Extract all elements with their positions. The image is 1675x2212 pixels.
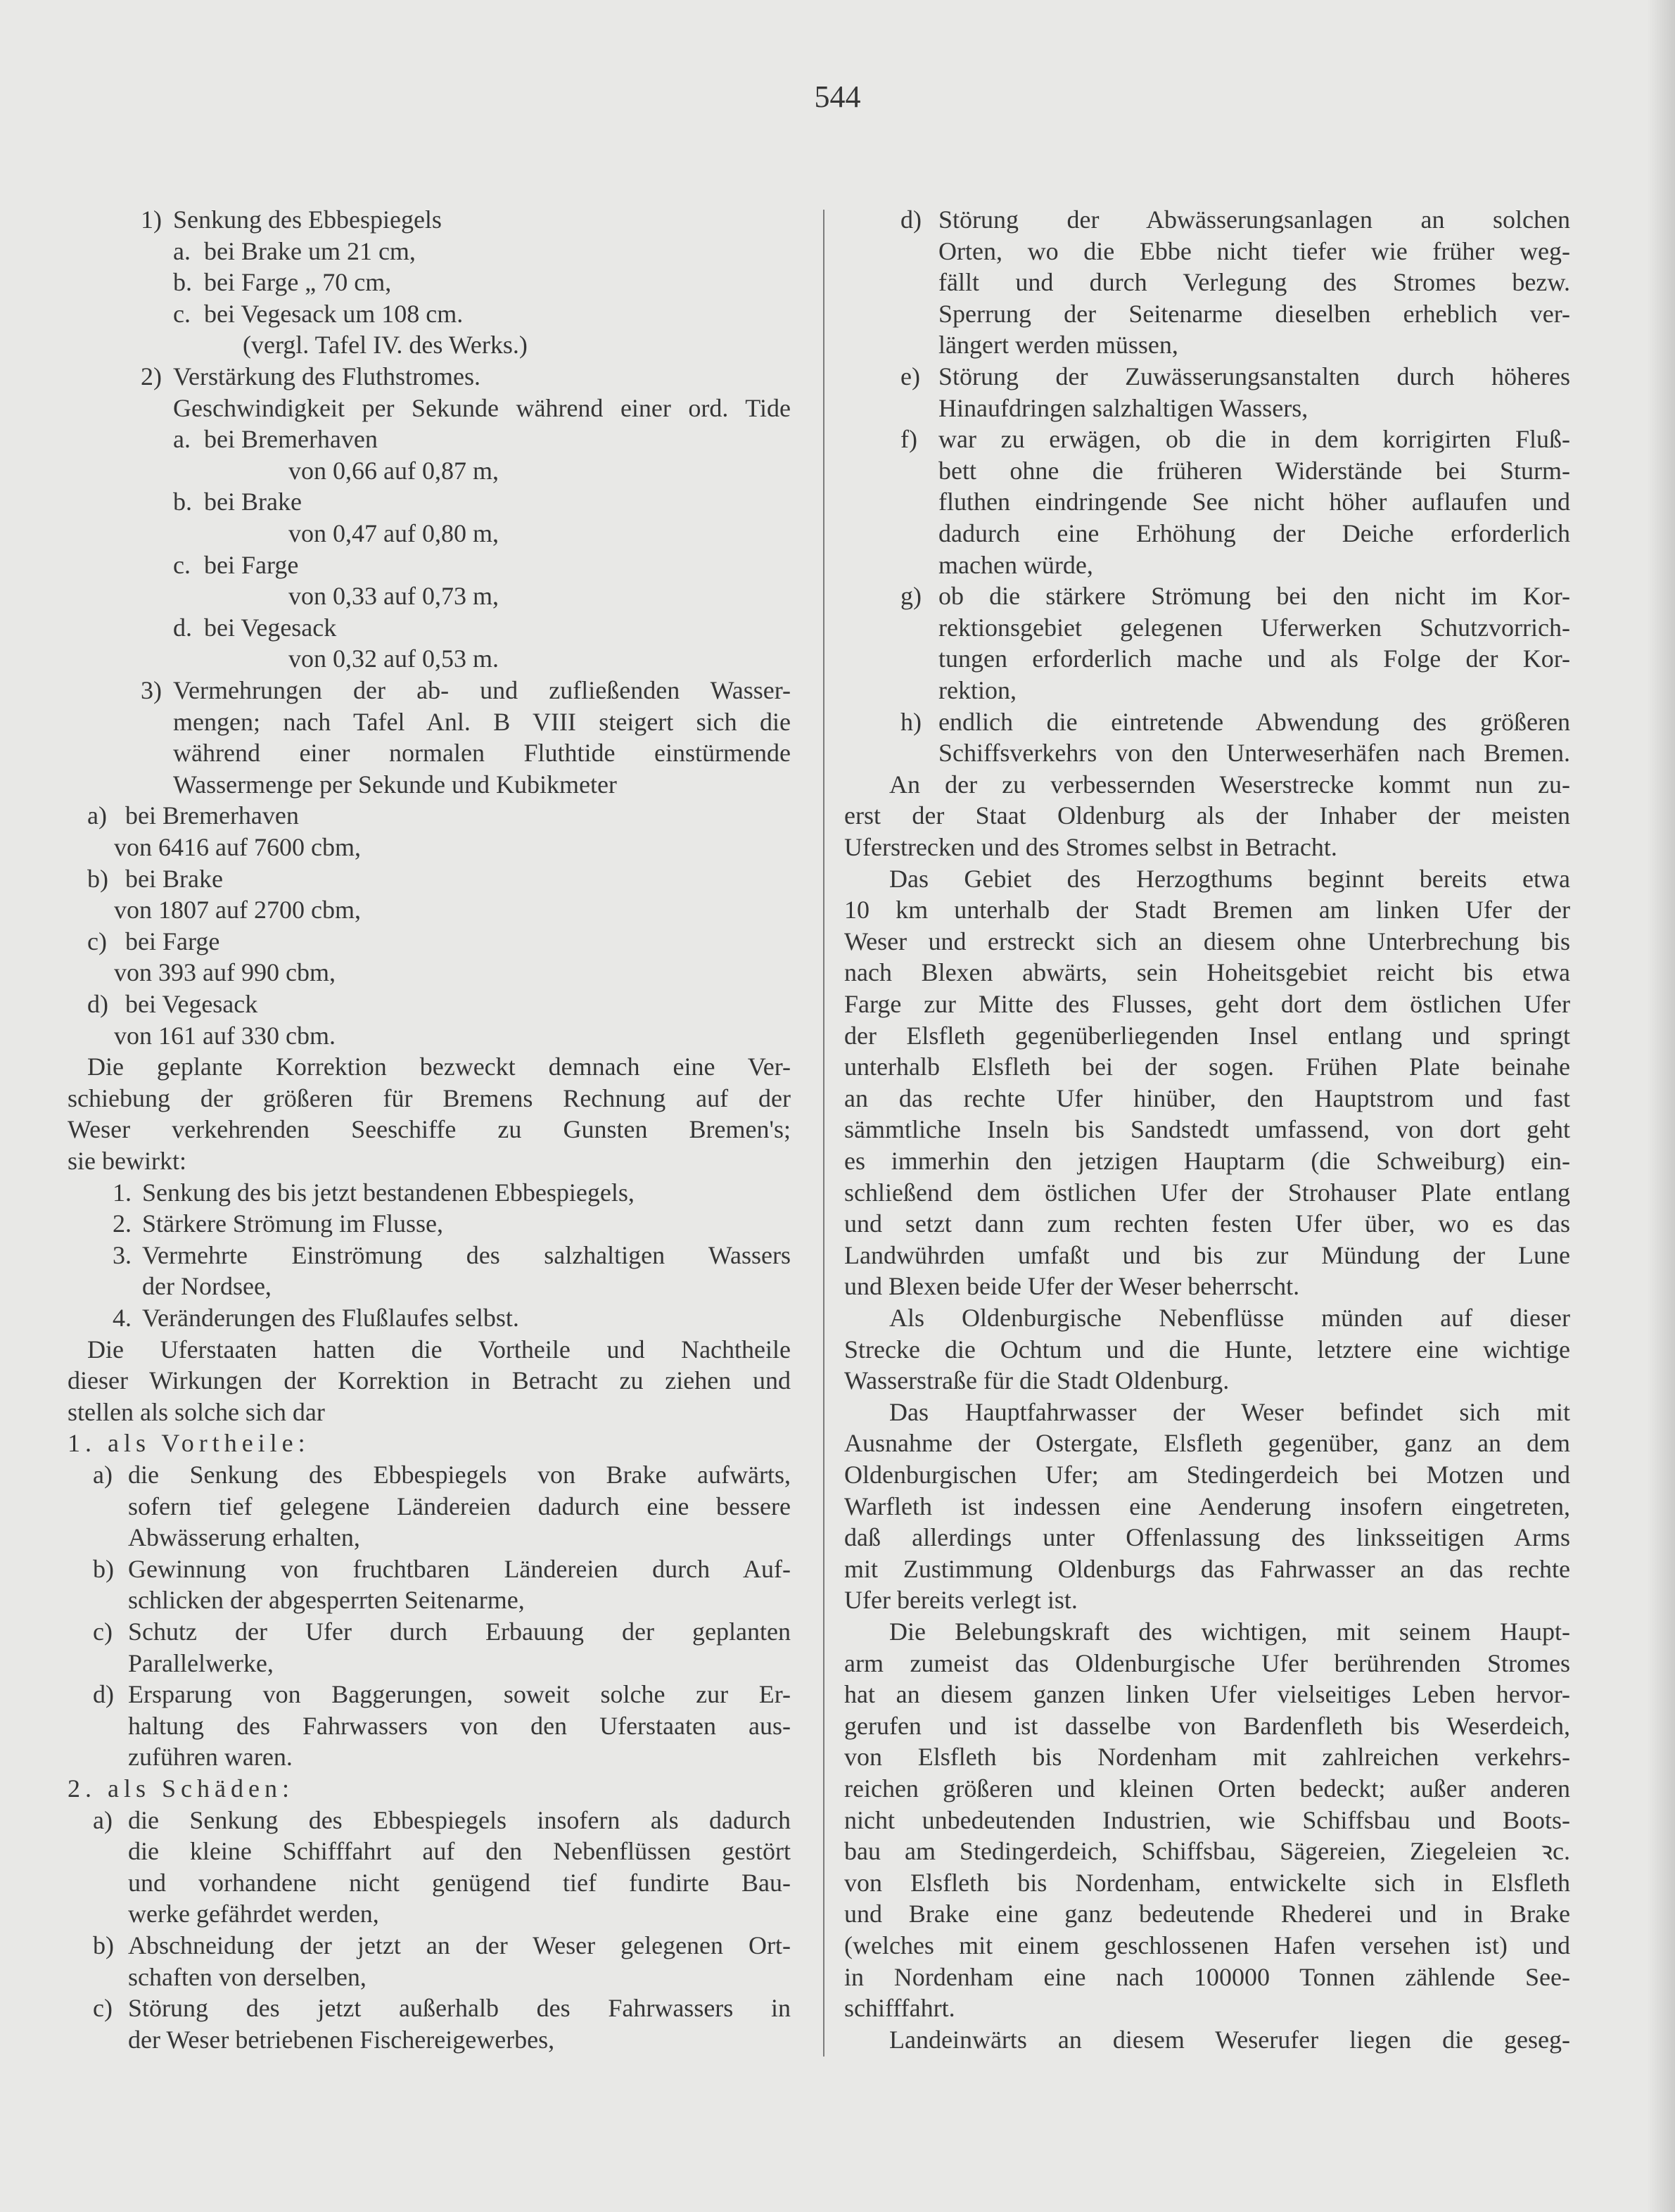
line-text: 10 km unterhalb der Stadt Bremen am linken Ufer der xyxy=(844,896,1570,924)
item-label: 1. xyxy=(113,1178,132,1207)
line-text: rektionsgebiet gelegenen Uferwerken Schutzvorrich- xyxy=(938,613,1570,642)
line-text: Schiffsverkehrs von den Unterweserhäfen nach Bremen. xyxy=(938,739,1570,768)
line-text: 1. als Vortheile: xyxy=(68,1429,310,1458)
line-text: Weser und erstreckt sich an diesem ohne Unterbrechung bis xyxy=(844,927,1570,955)
item-label: b. xyxy=(173,268,192,297)
item-label: 2. xyxy=(113,1209,132,1238)
line-text: Vermehrungen der ab- und zufließenden Wasser- xyxy=(173,676,791,704)
line-text: Hinaufdringen salzhaltigen Wassers, xyxy=(938,393,1308,422)
line-text: sämmtliche Inseln bis Sandstedt umfassend, von dort geht xyxy=(844,1115,1570,1144)
line-text: endlich die eintretende Abwendung des größeren xyxy=(938,707,1570,736)
line-text: Geschwindigkeit per Sekunde während einer ord. Tide xyxy=(173,393,791,422)
line-text: tungen erforderlich mache und als Folge der Kor- xyxy=(938,644,1570,673)
line-text: mengen; nach Tafel Anl. B VIII steigert sich die xyxy=(173,707,791,736)
line-text: bei Vegesack um 108 cm. xyxy=(204,299,464,328)
line-text: der Weser betriebenen Fischereigewerbes, xyxy=(128,2025,555,2054)
line-text: arm zumeist das Oldenburgische Ufer berührenden Stromes xyxy=(844,1648,1570,1677)
line-text: Weser verkehrenden Seeschiffe zu Gunsten Bremen's; xyxy=(68,1115,791,1144)
line-text: nach Blexen abwärts, sein Hoheitsgebiet reicht bis etwa xyxy=(844,958,1570,987)
line-text: bau am Stedingerdeich, Schiffsbau, Sägereien, Ziegeleien ꝛc. xyxy=(844,1837,1570,1866)
item-label: c) xyxy=(93,1994,113,2023)
line-text: und setzt dann zum rechten festen Ufer über, wo es das xyxy=(844,1209,1570,1238)
line-text: Warfleth ist indessen eine Aenderung insofern eingetreten, xyxy=(844,1492,1570,1520)
line-text: haltung des Fahrwassers von den Uferstaaten aus- xyxy=(128,1711,791,1740)
line-text: Oldenburgischen Ufer; am Stedingerdeich bei Motzen und xyxy=(844,1461,1570,1489)
item-label: c) xyxy=(87,927,107,955)
item-label: d. xyxy=(173,613,192,642)
line-text: schiebung der größeren für Bremens Rechnung auf der xyxy=(68,1083,791,1112)
line-text: Ausnahme der Ostergate, Elsfleth gegenüber, ganz an dem xyxy=(844,1429,1570,1458)
line-text: Strecke die Ochtum und die Hunte, letztere eine wichtige xyxy=(844,1335,1570,1364)
line-text: (welches mit einem geschlossenen Hafen versehen ist) und xyxy=(844,1931,1570,1959)
line-text: (vergl. Tafel IV. des Werks.) xyxy=(243,331,528,360)
line-text: Uferstrecken und des Stromes selbst in Betracht. xyxy=(844,833,1337,861)
line-text: daß allerdings unter Offenlassung des linksseitigen Arms xyxy=(844,1523,1570,1552)
line-text: von Elsfleth bis Nordenham mit zahlreichen verkehrs- xyxy=(844,1743,1570,1772)
line-text: hat an diesem ganzen linken Ufer vielseitiges Leben hervor- xyxy=(844,1680,1570,1709)
item-label: b. xyxy=(173,488,192,516)
line-text: Landeinwärts an diesem Weserufer liegen die geseg- xyxy=(889,2025,1570,2054)
line-text: Wassermenge per Sekunde und Kubikmeter xyxy=(173,770,617,799)
line-text: bei Vegesack xyxy=(204,613,337,642)
item-label: 3. xyxy=(113,1240,132,1269)
line-text: bei Farge xyxy=(125,927,220,955)
line-text: schlicken der abgesperrten Seitenarme, xyxy=(128,1586,525,1615)
line-text: bei Farge „ 70 cm, xyxy=(204,268,392,297)
line-text: bei Farge xyxy=(204,550,299,579)
line-text: von Elsfleth bis Nordenham, entwickelte sich in Elsfleth xyxy=(844,1868,1570,1897)
line-text: fluthen eindringende See nicht höher auflaufen und xyxy=(938,488,1570,516)
item-label: h) xyxy=(900,707,922,736)
line-text: erst der Staat Oldenburg als der Inhaber der meisten xyxy=(844,801,1570,830)
line-text: Gewinnung von fruchtbaren Ländereien durch Auf- xyxy=(128,1554,791,1583)
line-text: Das Hauptfahrwasser der Weser befindet sich mit xyxy=(889,1397,1570,1426)
line-text: Orten, wo die Ebbe nicht tiefer wie früher weg- xyxy=(938,236,1570,265)
line-text: Senkung des Ebbespiegels xyxy=(173,205,442,234)
item-label: d) xyxy=(93,1680,114,1709)
line-text: fällt und durch Verlegung des Stromes bezw. xyxy=(938,268,1570,297)
line-text: 2. als Schäden: xyxy=(68,1774,294,1803)
line-text: von 0,47 auf 0,80 m, xyxy=(288,519,499,547)
line-text: von 6416 auf 7600 cbm, xyxy=(114,833,361,861)
line-text: Die geplante Korrektion bezweckt demnach eine Ver- xyxy=(87,1053,791,1081)
line-text: Die Uferstaaten hatten die Vortheile und Nachtheile xyxy=(87,1335,791,1364)
line-text: Farge zur Mitte des Flusses, geht dort dem östlichen Ufer xyxy=(844,990,1570,1018)
line-text: und Blexen beide Ufer der Weser beherrscht. xyxy=(844,1272,1300,1301)
line-text: bei Brake xyxy=(125,864,223,893)
line-text: bett ohne die früheren Widerstände bei Sturm- xyxy=(938,456,1570,485)
line-text: an das rechte Ufer hinüber, den Hauptstrom und fast xyxy=(844,1083,1570,1112)
item-label: a. xyxy=(173,236,191,265)
item-label: a) xyxy=(93,1805,113,1834)
line-text: schifffahrt. xyxy=(844,1994,955,2023)
line-text: bei Vegesack xyxy=(125,990,258,1018)
line-text: von 0,66 auf 0,87 m, xyxy=(288,456,499,485)
page-number: 544 xyxy=(814,80,861,114)
line-text: schaften von derselben, xyxy=(128,1962,367,1991)
item-label: b) xyxy=(93,1554,114,1583)
line-text: bei Brake um 21 cm, xyxy=(204,236,416,265)
line-text: Abschneidung der jetzt an der Weser gelegenen Ort- xyxy=(128,1931,791,1959)
line-text: während einer normalen Fluthtide einstürmende xyxy=(173,739,791,768)
line-text: dieser Wirkungen der Korrektion in Betracht zu ziehen und xyxy=(68,1366,791,1395)
line-text: von 393 auf 990 cbm, xyxy=(114,958,336,987)
line-text: Störung der Abwässerungsanlagen an solchen xyxy=(938,205,1570,234)
line-text: von 0,32 auf 0,53 m. xyxy=(288,644,499,673)
line-text: machen würde, xyxy=(938,550,1093,579)
line-text: der Nordsee, xyxy=(142,1272,272,1301)
line-text: der Elsfleth gegenüberliegenden Insel entlang und springt xyxy=(844,1021,1570,1050)
line-text: unterhalb Elsfleth bei der sogen. Frühen Plate beinahe xyxy=(844,1053,1570,1081)
line-text: bei Brake xyxy=(204,488,302,516)
item-label: f) xyxy=(900,425,917,454)
line-text: Das Gebiet des Herzogthums beginnt bereits etwa xyxy=(889,864,1570,893)
line-text: gerufen und ist dasselbe von Bardenfleth bis Weserdeich, xyxy=(844,1711,1570,1740)
line-text: die Senkung des Ebbespiegels insofern als dadurch xyxy=(128,1805,791,1834)
item-label: b) xyxy=(87,864,108,893)
line-text: rektion, xyxy=(938,676,1017,704)
item-label: c. xyxy=(173,299,191,328)
line-text: Störung der Zuwässerungsanstalten durch höheres xyxy=(938,362,1570,390)
line-text: Sperrung der Seitenarme dieselben erheblich ver- xyxy=(938,299,1570,328)
line-text: Abwässerung erhalten, xyxy=(128,1523,360,1552)
item-label: d) xyxy=(900,205,922,234)
line-text: von 1807 auf 2700 cbm, xyxy=(114,896,361,924)
line-text: sofern tief gelegene Ländereien dadurch eine bessere xyxy=(128,1492,791,1520)
line-text: und vorhandene nicht genügend tief fundirte Bau- xyxy=(128,1868,791,1897)
item-label: g) xyxy=(900,582,922,611)
line-text: und Brake eine ganz bedeutende Rhederei und in Brake xyxy=(844,1900,1570,1928)
line-text: stellen als solche sich dar xyxy=(68,1397,325,1426)
item-label: 3) xyxy=(141,676,162,704)
line-text: Als Oldenburgische Nebenflüsse münden auf dieser xyxy=(889,1304,1570,1332)
line-text: Stärkere Strömung im Flusse, xyxy=(142,1209,443,1238)
line-text: Wasserstraße für die Stadt Oldenburg. xyxy=(844,1366,1230,1395)
line-text: mit Zustimmung Oldenburgs das Fahrwasser an das rechte xyxy=(844,1554,1570,1583)
line-text: sie bewirkt: xyxy=(68,1147,186,1175)
line-text: in Nordenham eine nach 100000 Tonnen zählende See- xyxy=(844,1962,1570,1991)
item-label: d) xyxy=(87,990,108,1018)
line-text: Ersparung von Baggerungen, soweit solche zur Er- xyxy=(128,1680,791,1709)
line-text: die kleine Schifffahrt auf den Nebenflüssen gestört xyxy=(128,1837,791,1866)
line-text: es immerhin den jetzigen Hauptarm (die Schweiburg) ein- xyxy=(844,1147,1570,1175)
line-text: dadurch eine Erhöhung der Deiche erforderlich xyxy=(938,519,1570,547)
item-label: a. xyxy=(173,425,191,454)
line-text: Parallelwerke, xyxy=(128,1648,274,1677)
line-text: die Senkung des Ebbespiegels von Brake aufwärts, xyxy=(128,1461,791,1489)
line-text: schließend dem östlichen Ufer der Strohauser Plate entlang xyxy=(844,1178,1570,1207)
line-text: von 161 auf 330 cbm. xyxy=(114,1021,336,1050)
line-text: Verstärkung des Fluthstromes. xyxy=(173,362,480,390)
item-label: b) xyxy=(93,1931,114,1959)
line-text: zuführen waren. xyxy=(128,1743,293,1772)
line-text: An der zu verbessernden Weserstrecke kommt nun zu- xyxy=(889,770,1570,799)
line-text: ob die stärkere Strömung bei den nicht im Kor- xyxy=(938,582,1570,611)
line-text: Ufer bereits verlegt ist. xyxy=(844,1586,1078,1615)
line-text: Die Belebungskraft des wichtigen, mit seinem Haupt- xyxy=(889,1617,1570,1646)
item-label: c) xyxy=(93,1617,113,1646)
line-text: von 0,33 auf 0,73 m, xyxy=(288,582,499,611)
item-label: 1) xyxy=(141,205,162,234)
line-text: war zu erwägen, ob die in dem korrigirten Fluß- xyxy=(938,425,1570,454)
scan-shadow xyxy=(1647,0,1675,2212)
line-text: Vermehrte Einströmung des salzhaltigen Wassers xyxy=(142,1240,791,1269)
item-label: a) xyxy=(93,1461,113,1489)
item-label: 4. xyxy=(113,1304,132,1332)
line-text: reichen größeren und kleinen Orten bedeckt; außer anderen xyxy=(844,1774,1570,1803)
line-text: Schutz der Ufer durch Erbauung der geplanten xyxy=(128,1617,791,1646)
line-text: werke gefährdet werden, xyxy=(128,1900,379,1928)
item-label: a) xyxy=(87,801,107,830)
line-text: Landwührden umfaßt und bis zur Mündung der Lune xyxy=(844,1240,1570,1269)
line-text: nicht unbedeutenden Industrien, wie Schiffsbau und Boots- xyxy=(844,1805,1570,1834)
item-label: c. xyxy=(173,550,191,579)
item-label: 2) xyxy=(141,362,162,390)
line-text: Störung des jetzt außerhalb des Fahrwassers in xyxy=(128,1994,791,2023)
line-text: Senkung des bis jetzt bestandenen Ebbespiegels, xyxy=(142,1178,635,1207)
line-text: bei Bremerhaven xyxy=(204,425,378,454)
line-text: bei Bremerhaven xyxy=(125,801,299,830)
line-text: Veränderungen des Flußlaufes selbst. xyxy=(142,1304,519,1332)
item-label: e) xyxy=(900,362,920,390)
line-text: längert werden müssen, xyxy=(938,331,1178,360)
